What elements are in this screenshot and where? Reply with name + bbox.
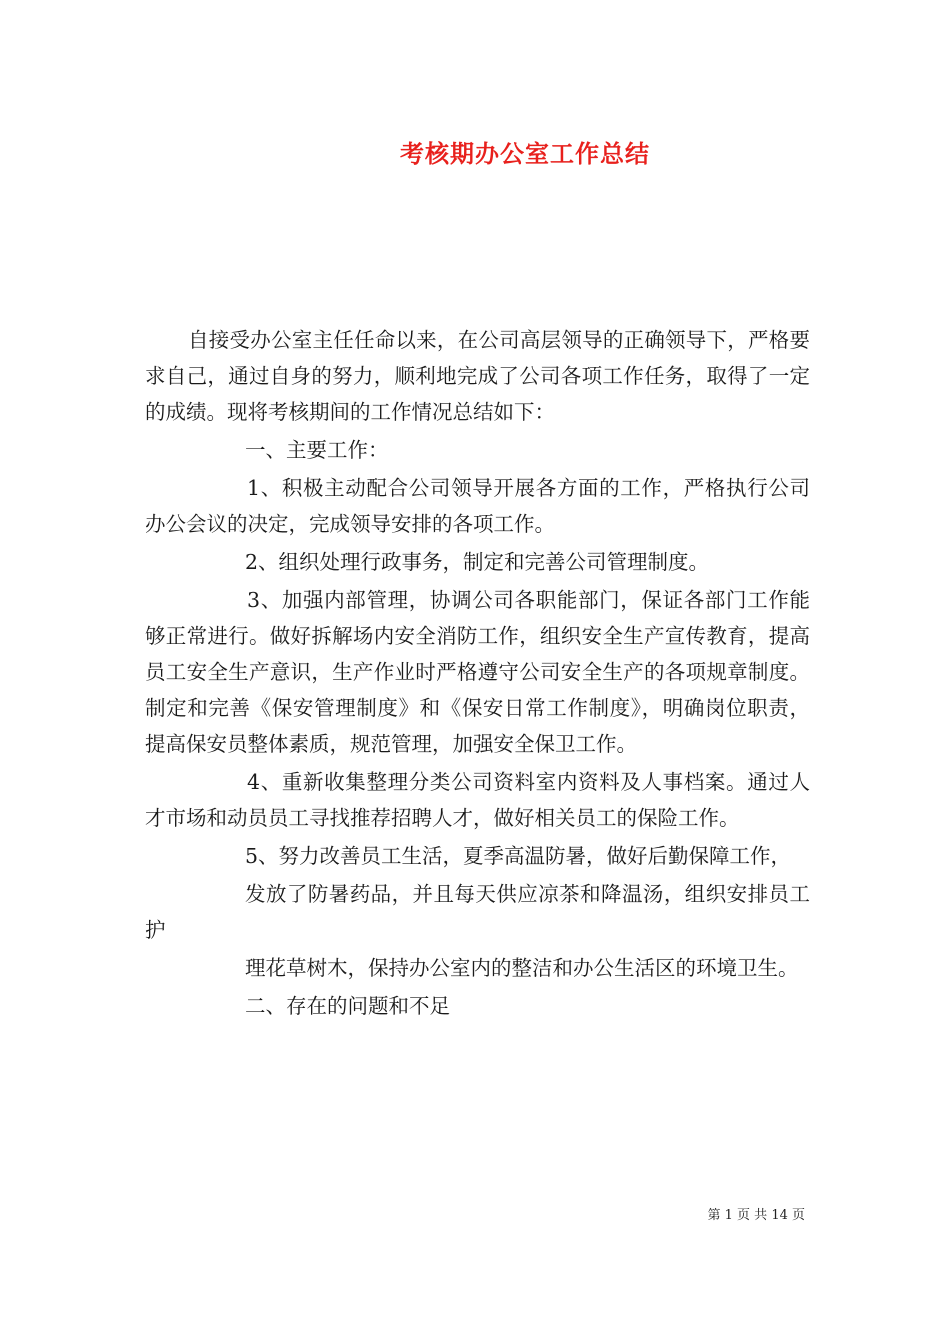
item-5-continuation-2: 理花草树木，保持办公室内的整洁和办公生活区的环境卫生。 (245, 956, 799, 980)
item-4-paragraph: 4、重新收集整理分类公司资料室内资料及人事档案。通过人才市场和动员员工寻找推荐招聘人才，做好相关员工的保险工作。 (145, 770, 810, 830)
page-number-footer: 第 1 页 共 14 页 (707, 1208, 805, 1223)
item-1-paragraph: 1、积极主动配合公司领导开展各方面的工作，严格执行公司办公会议的决定，完成领导安排的各项工作。 (145, 476, 810, 536)
item-2-paragraph: 2、组织处理行政事务，制定和完善公司管理制度。 (245, 550, 710, 574)
item-3-paragraph: 3、加强内部管理，协调公司各职能部门，保证各部门工作能够正常进行。做好拆解场内安全消防工作，组织安全生产宣传教育，提高员工安全生产意识，生产作业时严格遵守公司安全生产的各项规章制度。制定和完善《保安管理制度》和《保安日常工作制度》，明确岗位职责，提高保安员整体素质，规范管理，加强安全保卫工作。 (145, 588, 810, 756)
item-5-paragraph: 5、努力改善员工生活，夏季高温防暑，做好后勤保障工作， (245, 844, 792, 868)
document-body (145, 322, 810, 1024)
document-title: 考核期办公室工作总结 (400, 139, 650, 168)
section-heading-problems: 二、存在的问题和不足 (245, 994, 450, 1018)
section-heading-main-work: 一、主要工作： (245, 438, 389, 462)
intro-paragraph: 自接受办公室主任任命以来，在公司高层领导的正确领导下，严格要求自己，通过自身的努力，顺利地完成了公司各项工作任务，取得了一定的成绩。现将考核期间的工作情况总结如下： (145, 328, 810, 424)
item-5-continuation-1: 发放了防暑药品，并且每天供应凉茶和降温汤，组织安排员工护 (145, 882, 810, 942)
